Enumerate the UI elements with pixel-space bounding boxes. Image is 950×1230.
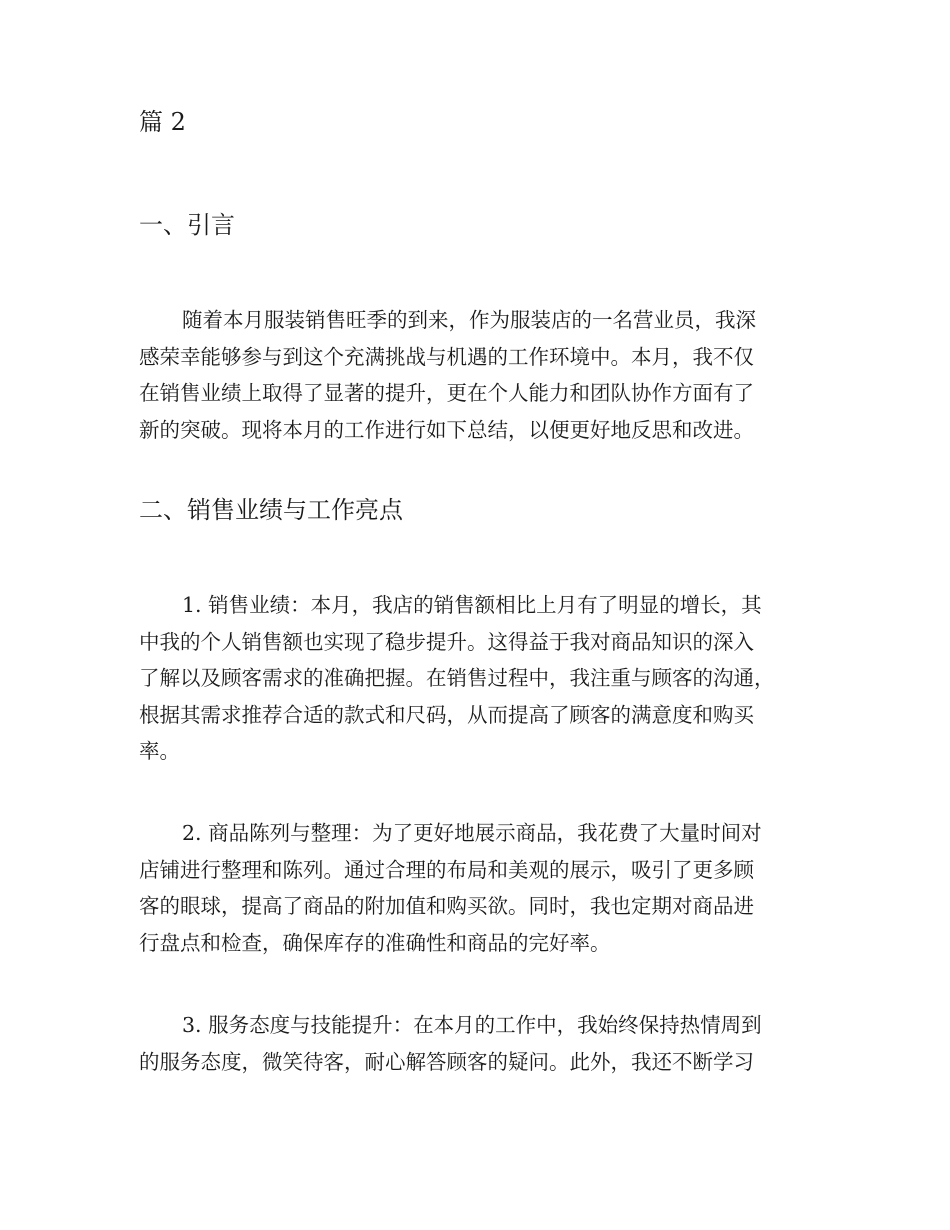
sales-paragraph-2 <box>139 815 839 961</box>
sales-paragraph-1 <box>139 587 839 770</box>
section-heading-intro: 一、引言 <box>139 211 235 239</box>
paragraph-line: 行盘点和检查，确保库存的准确性和商品的完好率。 <box>139 930 611 955</box>
paragraph-line: 根据其需求推荐合适的款式和尺码，从而提高了顾客的满意度和购买 <box>139 702 754 727</box>
intro-paragraph <box>139 302 839 448</box>
paragraph-line: 店铺进行整理和陈列。通过合理的布局和美观的展示，吸引了更多顾 <box>139 857 754 882</box>
paragraph-line: 随着本月服装销售旺季的到来，作为服装店的一名营业员，我深 <box>182 308 756 332</box>
paragraph-line: 客的眼球，提高了商品的附加值和购买欲。同时，我也定期对商品进 <box>139 894 754 918</box>
paragraph-line: 新的突破。现将本月的工作进行如下总结，以便更好地反思和改进。 <box>139 417 754 442</box>
paragraph-line: 的服务态度，微笑待客，耐心解答顾客的疑问。此外，我还不断学习 <box>139 1049 754 1074</box>
paragraph-line: 率。 <box>139 739 180 763</box>
paragraph-line: 中我的个人销售额也实现了稳步提升。这得益于我对商品知识的深入 <box>139 629 754 654</box>
paragraph-line: 1. 销售业绩：本月，我店的销售额相比上月有了明显的增长，其 <box>182 593 762 617</box>
sales-paragraph-3 <box>139 1007 839 1080</box>
paragraph-line: 感荣幸能够参与到这个充满挑战与机遇的工作环境中。本月，我不仅 <box>139 344 754 369</box>
paragraph-line: 在销售业绩上取得了显著的提升，更在个人能力和团队协作方面有了 <box>139 381 754 405</box>
paragraph-line: 2. 商品陈列与整理：为了更好地展示商品，我花费了大量时间对 <box>182 821 762 845</box>
paragraph-line: 3. 服务态度与技能提升：在本月的工作中，我始终保持热情周到 <box>182 1013 762 1037</box>
section-heading-sales: 二、销售业绩与工作亮点 <box>139 496 403 524</box>
paragraph-line: 了解以及顾客需求的准确把握。在销售过程中，我注重与顾客的沟通， <box>139 666 775 690</box>
part-title: 篇 2 <box>139 108 186 136</box>
